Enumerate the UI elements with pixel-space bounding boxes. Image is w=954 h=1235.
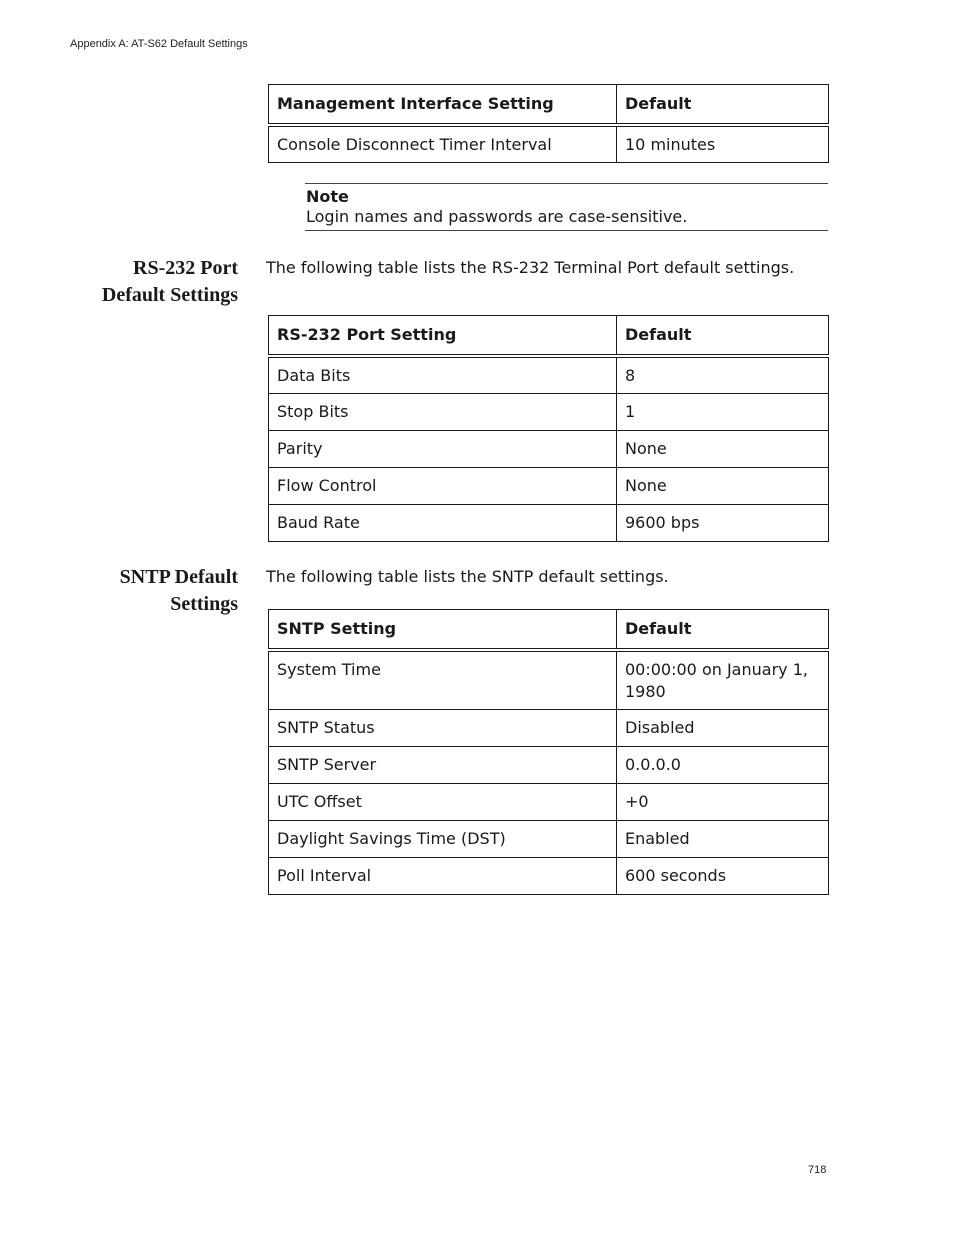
table-row	[269, 504, 829, 541]
table-row	[269, 783, 829, 820]
setting-cell: SNTP Status	[269, 709, 617, 746]
default-cell: +0	[617, 783, 829, 820]
setting-cell: Stop Bits	[269, 393, 617, 430]
setting-cell: Data Bits	[269, 356, 617, 393]
default-cell: 8	[617, 356, 829, 393]
column-header-default: Default	[617, 316, 829, 357]
default-cell: 0.0.0.0	[617, 746, 829, 783]
table-row	[269, 709, 829, 746]
table-row	[269, 125, 829, 162]
setting-cell: Console Disconnect Timer Interval	[269, 125, 617, 162]
table-header-row	[269, 316, 829, 357]
running-head: Appendix A: AT-S62 Default Settings	[70, 38, 248, 50]
table-row	[269, 746, 829, 783]
table-row	[269, 467, 829, 504]
setting-cell: Baud Rate	[269, 504, 617, 541]
default-cell: None	[617, 467, 829, 504]
management-settings-table	[268, 84, 829, 163]
table-row	[269, 820, 829, 857]
table-row	[269, 430, 829, 467]
sntp-section-heading	[120, 564, 238, 618]
default-cell: Enabled	[617, 820, 829, 857]
setting-cell: System Time	[269, 650, 617, 709]
setting-cell: UTC Offset	[269, 783, 617, 820]
default-cell: 600 seconds	[617, 857, 829, 894]
table-row	[269, 393, 829, 430]
default-cell: Disabled	[617, 709, 829, 746]
default-cell: 1	[617, 393, 829, 430]
sntp-intro-text: The following table lists the SNTP default settings.	[266, 567, 669, 586]
default-cell: 10 minutes	[617, 125, 829, 162]
setting-cell: Flow Control	[269, 467, 617, 504]
setting-cell: Daylight Savings Time (DST)	[269, 820, 617, 857]
column-header-default: Default	[617, 610, 829, 651]
default-cell: 00:00:00 on January 1, 1980	[617, 650, 829, 709]
note-box	[305, 183, 828, 231]
table-row	[269, 857, 829, 894]
note-text: Login names and passwords are case-sensitive.	[306, 207, 688, 226]
heading-line: RS-232 Port	[133, 257, 238, 279]
table-header-row	[269, 610, 829, 651]
table-row	[269, 356, 829, 393]
table-header-row	[269, 85, 829, 126]
table-row	[269, 650, 829, 709]
heading-line: SNTP Default	[119, 566, 238, 588]
heading-line: Settings	[170, 593, 238, 615]
setting-cell: Poll Interval	[269, 857, 617, 894]
column-header-setting: RS-232 Port Setting	[269, 316, 617, 357]
column-header-setting: Management Interface Setting	[269, 85, 617, 126]
column-header-setting: SNTP Setting	[269, 610, 617, 651]
default-cell: 9600 bps	[617, 504, 829, 541]
rs232-section-heading	[102, 255, 238, 309]
heading-line: Default Settings	[101, 284, 238, 306]
setting-cell: Parity	[269, 430, 617, 467]
default-cell: None	[617, 430, 829, 467]
sntp-settings-table	[268, 609, 829, 895]
page-number: 718	[808, 1164, 827, 1176]
setting-cell: SNTP Server	[269, 746, 617, 783]
note-title: Note	[306, 187, 349, 206]
rs232-settings-table	[268, 315, 829, 542]
column-header-default: Default	[617, 85, 829, 126]
rs232-intro-text: The following table lists the RS-232 Terminal Port default settings.	[266, 258, 795, 277]
